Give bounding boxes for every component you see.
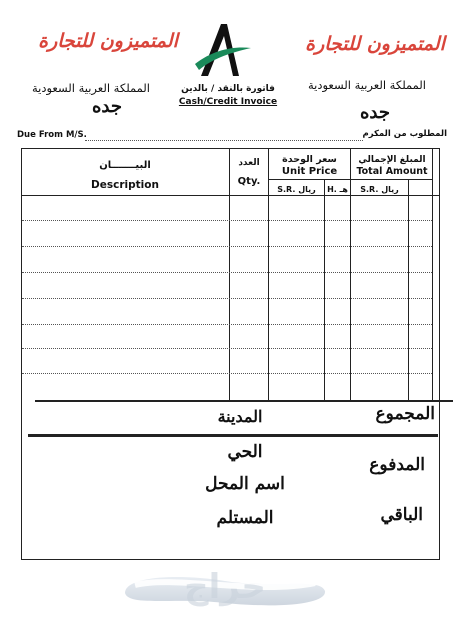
col-total-sr: S.R. ريال — [360, 185, 399, 194]
brand-name-left: المتميزون للتجارة — [38, 30, 178, 52]
invoice-type-en: Cash/Credit Invoice — [178, 97, 278, 107]
col-total-en: Total Amount — [356, 166, 428, 177]
district-field-label: الحي — [227, 442, 263, 462]
paid-label: المدفوع — [369, 455, 425, 475]
city-left: جده — [91, 96, 122, 117]
watermark-logo — [115, 555, 335, 617]
table-row[interactable] — [22, 272, 432, 273]
col-qty-en: Qty. — [237, 176, 261, 187]
watermark-text: حراج — [184, 567, 266, 607]
col-qty-ar: العدد — [238, 158, 260, 168]
table-row[interactable] — [22, 324, 432, 325]
table-row[interactable] — [22, 220, 432, 221]
due-from-label-ar: المطلوب من المكرم — [362, 129, 447, 139]
brand-name-right: المتميزون للتجارة — [305, 33, 445, 55]
table-row[interactable] — [22, 373, 432, 374]
invoice-table — [21, 148, 440, 560]
company-logo — [193, 20, 253, 82]
total-label: المجموع — [375, 404, 435, 424]
country-right: المملكة العربية السعودية — [308, 78, 426, 92]
remaining-label: الباقي — [380, 505, 423, 525]
city-right: جده — [359, 102, 390, 123]
table-row[interactable] — [22, 298, 432, 299]
col-unit-price-en: Unit Price — [281, 166, 338, 177]
footer-separator-top — [35, 400, 453, 402]
table-row[interactable] — [22, 246, 432, 247]
col-unit-price-h: H. هـ — [327, 185, 348, 194]
invoice-type-ar: فاتورة بالنقد / بالدين — [181, 84, 275, 94]
receiver-field-label: المستلم — [216, 508, 274, 528]
shop-name-field-label: اسم المحل — [205, 474, 285, 494]
table-row[interactable] — [22, 348, 432, 349]
col-description-ar: البيـــــــان — [99, 160, 151, 171]
col-total-ar: المبلغ الإجمالي — [358, 155, 426, 165]
col-unit-price-ar: سعر الوحدة — [282, 154, 337, 165]
footer-separator-bottom — [28, 434, 438, 437]
col-unit-price-sr: S.R. ريال — [277, 185, 316, 194]
due-from-field[interactable] — [85, 140, 363, 141]
logo-a-icon — [193, 20, 253, 82]
col-description-en: Description — [91, 179, 159, 191]
due-from-label-en: Due From M/S. — [17, 130, 87, 140]
city-field-label: المدينة — [217, 407, 263, 426]
country-left: المملكة العربية السعودية — [32, 81, 150, 95]
